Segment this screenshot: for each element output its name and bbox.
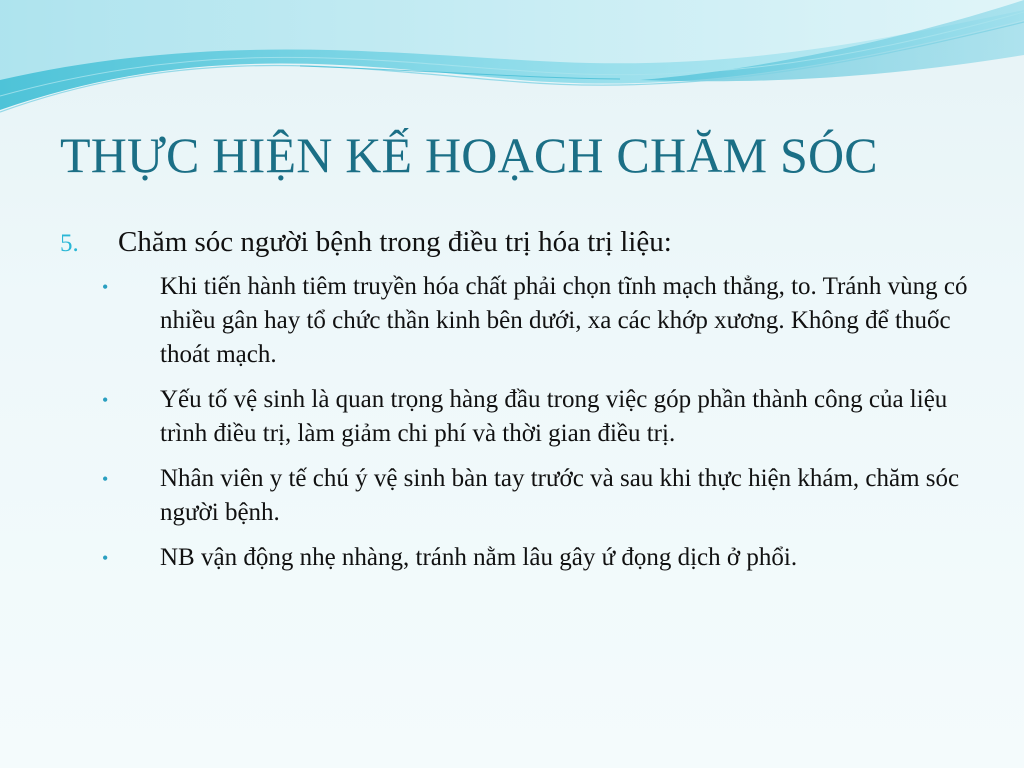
bullet-text: Khi tiến hành tiêm truyền hóa chất phải chọn tĩnh mạch thẳng, to. Tránh vùng có nhiều gân hay tổ chức thần kinh bên dưới, xa các khớp xương. Không để thuốc thoát mạch.	[160, 273, 968, 368]
slide-content	[60, 222, 980, 586]
bullet-dot-icon: •	[102, 390, 109, 410]
bullet-dot-icon: •	[102, 277, 109, 297]
section-heading: Chăm sóc người bệnh trong điều trị hóa trị liệu:	[118, 226, 672, 258]
section-number: 5.	[60, 230, 79, 257]
decorative-wave-header	[0, 0, 1024, 120]
bullet-item	[60, 270, 980, 372]
bullet-dot-icon: •	[102, 548, 109, 568]
bullet-item	[60, 462, 980, 530]
numbered-section	[60, 222, 980, 264]
bullet-text: NB vận động nhẹ nhàng, tránh nằm lâu gây ứ đọng dịch ở phổi.	[160, 544, 798, 571]
bullet-dot-icon: •	[102, 469, 109, 489]
bullet-item	[60, 541, 980, 575]
bullet-text: Nhân viên y tế chú ý vệ sinh bàn tay trước và sau khi thực hiện khám, chăm sóc người bệnh.	[160, 465, 960, 526]
bullet-list	[60, 270, 980, 575]
bullet-item	[60, 383, 980, 451]
bullet-text: Yếu tố vệ sinh là quan trọng hàng đầu trong việc góp phần thành công của liệu trình điều trị, làm giảm chi phí và thời gian điều trị.	[160, 386, 948, 447]
slide-title: THỰC HIỆN KẾ HOẠCH CHĂM SÓC	[60, 127, 878, 183]
